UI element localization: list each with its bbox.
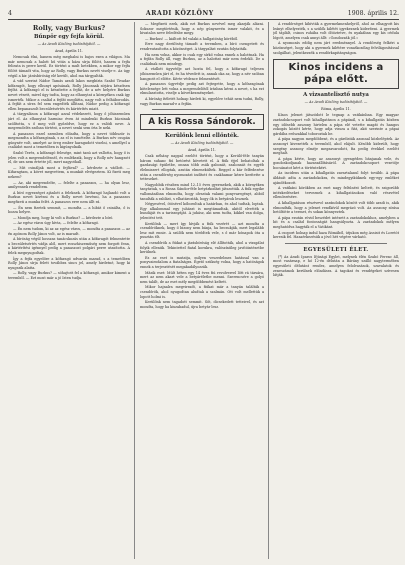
paragraph: Kínos jelenet játszódott le tegnap a vatikánban. Egy magyar zarándokcsoport volt kihallgatáson a pápánál, s a kihallgatás közben egy idősebb asszony hirtelen a pápa elé vetette magát és hangos zokogás között kérte, hogy adja vissza a fiát, akit szerinte a pápai gárdába erőszakkal toboroztak be.	[273, 113, 399, 136]
paragraph: — Az, aki megrendelte, — felelte a panaszos, — ha olyan lesz, amilyennek rendeltem.	[8, 180, 130, 190]
paragraph: A pápa kérte, hogy az asszonyt gyengéden bánjanak vele, és gondoskodjanak hazaszállításáról. A zarándokcsoport vezetője bocsánatot kért a történtekért.	[273, 156, 399, 170]
paragraph: Szabó Teréz, a kőfaragó felesége, mint tanú azt vallotta, hogy ő is jelen volt a megrendelésnél, és emlékszik, hogy a Rolly név hangzott el, de ura nem értette jól, mert nagyothall.	[8, 151, 130, 165]
paragraph: A panaszos ezzel szemben előadta, hogy a nevet többször is megmondta a kőfaragónak, s az el is ismételte. A Burkus név csupán gúnynév volt, amelyet az öreg ember haragudott viselni, s amellyel a családot most a temetőben is kigúnyolnák.	[8, 131, 130, 150]
article-dateline-rossa: Arad, április 11.	[187, 147, 217, 152]
article-body-rossa	[140, 154, 264, 309]
article-body-rolly	[8, 55, 130, 280]
paragraph: — Rolly, vagy Burkus? — sóhajtott fel a kőfaragó, amikor kiment a teremből. — Ezt most már a jó Isten tudja.	[8, 271, 130, 280]
paragraph: — Burkus! — kiáltott fel valaki a hallgatóság köréből.	[145, 36, 239, 41]
section-title-egyesuleti: EGYESÜLETI ÉLET.	[303, 246, 369, 253]
paragraph: Mikor hajnalra megvirradt, a fiúkat már a tanyán találták a csendőrök, ahol nyugodtan aludtak a szalmán. Ott volt mellettük a lopott holmi is.	[140, 285, 264, 299]
article-title-pope-line1: Kinos incidens a	[288, 62, 384, 74]
page-header	[8, 8, 399, 18]
article-title-rolly: Rolly, vagy Burkus?	[32, 24, 106, 32]
column-2	[140, 22, 264, 559]
article-dateline-rolly: Arad, április 11.	[54, 48, 84, 53]
header-rule	[8, 19, 399, 20]
paragraph: Kerülőnk — mert így hívják a fiúk vezérét — azt mondta a csendőröknek, hogy ő bizony nem bánja, ha becsukják, mert legalább lesz mit ennie. A szülők nem törődtek vele, s ő már hónapok óta a pusztán élt.	[140, 221, 264, 240]
paragraph: A pápa nagyon megdöbbent, és a gárdisták azonnal közbeléptek. Az asszonyt kivezették a teremből, ahol elájult. Később kiderült, hogy szegény asszony elméje megzavarodott, fia pedig évekkel ezelőtt meghalt.	[273, 137, 399, 156]
article-dateline-pope: Róma, április 11.	[321, 106, 351, 111]
page-number: 4	[8, 9, 12, 17]
paragraph: — Az egész város úgy hívta, — felelte a kőfaragó.	[13, 221, 99, 226]
paper-name: ARADI KÖZLÖNY	[145, 9, 214, 17]
paragraph: A vádlott ügyvédje azt hozta fel, hogy a kőfaragó teljesen jóhiszeműen járt el, és ha tévedett is, annak oka az, hogy a név szóban hangzott el előtte. Kérte védence felmentését.	[140, 67, 264, 81]
paragraph: A vád szerint Nádor Tamás aradi lakos megbízta Szabó Tivadar kőfaragót, hogy elhunyt apósának, Rolly Jánosnak sírjára készítsen fejfát. A kőfaragó el is készítette a fejfát, de a név helyére Burkus nevet vésett, mivel úgy tudta, hogy az elhunytat a környéken csak így ismerték. Mikor a család a fejfát meglátta, nagy volt a felháborodás. A fejfát a sírra fel sem engedték állítani, Nádor pedig a kőfaragó ellen bepanaszolt becsületsértés és kártérítés miatt.	[8, 79, 130, 111]
section-body-egyesuleti	[273, 255, 399, 278]
column-divider-2	[268, 22, 269, 559]
paragraph: Négyesével, ötösével kóboroltak a határban, és ahol tudtak, loptak. Egy alkalommal egy juhászt is megtámadtak, akitől elvették a bundáját és a tarisznyáját. A juhász, aki nem tudta, kikkel van dolga, jelentést tett.	[140, 202, 264, 220]
article-continuation	[273, 22, 399, 55]
column-divider-1	[134, 22, 135, 559]
headline-box-rossa	[140, 114, 264, 130]
paragraph: Ha nem volna, akkor is csak egy sírkő volna ennek a halottnak. Ha a fejfán Rolly áll, vagy Burkus, az a halottat már nem érdekli. De a családnak nem mindegy.	[140, 52, 264, 66]
paragraph: A nyomozás eddig nem járt eredménnyel. A rendőrség felkéri a közönséget, hogy aki a gyermek kilétére vonatkozólag felvilágosítással szolgálhat, jelentkezzék a rendőrkapitányságon.	[273, 41, 399, 55]
paragraph: A vatikáni körökben az eset nagy feltűnést keltett, és szigorúbb intézkedéseket terveznek a kihallgatásokon való részvétel ellenőrzésére.	[273, 186, 399, 200]
paragraph: A bíró egyezséget ajánlott a feleknek. A kőfaragó hajlandó volt a Burkus nevet kivésni és a Rolly nevet bevésni, ha a panaszos megfizeti a munka felét. A panaszos erre nem állt rá.	[8, 190, 130, 204]
section-divider	[152, 109, 252, 110]
paragraph: A bíróság ítéletét holnap hirdeti ki, egyelőre tehát nem tudni, Rolly, vagy Burkus marad-e a fejfán.	[140, 96, 264, 106]
paragraph: A tárgyaláson a kőfaragó azzal védekezett, hogy ő jóhiszeműen járt el. Az elhunytat harminc éven át mindenki Burkus bácsinak szólította, s ő meg volt győződve, hogy ez a valódi neve. A megrendelés szóban történt, a nevet senki sem írta le neki.	[8, 112, 130, 131]
paragraph: Kerülőnk nem tagadott semmit. Sőt, dicsekedett tetteivel, és azt mondta, hogy ha kiszabadul, újra betyár lesz.	[140, 300, 264, 309]
article-title-pope-line2: pápa előtt.	[304, 74, 368, 86]
article-subtitle-rolly: Bűnpör egy fejfa körül.	[33, 34, 105, 40]
paragraph: Másik eset: Múlt héten egy 14 éves fiú revolverrel lőtt rá társára, mert az nem akart vele a betyáréletbe menni. Szerencsére a golyó nem talált, de az eset mély megdöbbenést keltett.	[140, 270, 264, 284]
article-body-pope	[273, 113, 399, 239]
paragraph: A kihallgatáson résztvevő zarándokok között volt több aradi is, akik elmondták, hogy a jelenet rendkívül megrázó volt. Az asszony sírása betöltötte a termet, és sokan könnyeztek.	[273, 201, 399, 215]
section-divider	[285, 243, 387, 244]
paragraph: Erre nagy derültség támadt a teremben, a bíró csengetett és rendreutasította a közönséget. A tárgyalást ezután folytatták.	[140, 42, 264, 51]
paragraph: Nagyobbik részben mind 12–15 éves gyermekek, akik a környéken tanyáztak, s a Rossa Sándor-féle betyárkodást játszották. A fiúk egyike vallomásában elmondta, hogy olvastak valami ponyvaregényt, abból tanulták a rablást, s elhatározták, hogy ők is betyárok lesznek.	[140, 182, 264, 201]
paragraph: Ez az eset is mutatja, milyen veszedelmes hatással van a ponyvairodalom a fiatalságra. Égető szükség volna, hogy a hatóságok ennek a terjesztését megakadályozzák.	[140, 255, 264, 269]
paragraph: — Én nem fizetek semmit, — mondta — a hibát ő csinálta, ő is hozza helyre.	[8, 205, 130, 215]
paragraph: A csoport holnap indul haza Rómából, útjukon még Assisit és Loretót keresik fel. Hazaérkezésük a jövő hét végére várható.	[273, 230, 399, 240]
paragraph: A panaszos ügyvédje pedig azt fejtegette, hogy a kőfaragónak kötelessége lett volna a megrendelőtől írásban kérni a nevet, s ha ezt elmulasztotta, viselje a következményeket.	[140, 82, 264, 96]
column-1	[8, 22, 130, 559]
paragraph: Az incidens után a kihallgatás zavartalanul folyt tovább. A pápa áldását adta a zarándokokra, és mindegyiküknek egy-egy emléket ajándékozott.	[273, 171, 399, 185]
article-title-rossa: A kis Rossa Sándorok.	[148, 117, 256, 128]
issue-date: 1908. április 12.	[347, 9, 399, 17]
headline-box-pope	[273, 59, 399, 89]
paragraph: A pápa ezután rövid beszédet intézett a zarándokokhoz, amelyben a hit és a család fontosságát hangsúlyozta. A zarándokok mélyen meghatódva hagyták el a Vatikánt.	[273, 215, 399, 229]
article-subtitle-rossa: Kerülőnk lenni ellőnték.	[165, 133, 239, 140]
paragraph: — Megfizeti ezek, akik ezt Burkus nevével meg akarják alázni. Sokszor megtörténik, hogy a nép gúnynevén ismer valakit, és a hivatalos neve feledésbe megy.	[140, 22, 264, 36]
paragraph: Csak néhány nappal ezelőtt történt, hogy a Kerülő-féle tanyán három suhanc fiú betörést követett el. A fiúk éjjel behatoltak a gazdasági épületbe, onnan több zsák gabonát, szalonnát és egyéb élelmiszert elloptak, azután elmenekültek. Reggel a kár felfedezése után a csendőrség nyomozást indított és csakhamar kézre kerítette a tetteseket.	[140, 154, 264, 182]
paragraph: Nemcsak élni, hanem még meghalni is bajos ezen a világon. Ma már nemcsak a halott hű vitás a háza sírja fölött, hanem a fejfa felirata is perre kerül. Ez történt a mult hetekben, a mikor egy fejfa fölött támadt vita, hogy az Rolly, vagy Burkus nevét viselje-e. Az ügy végül a kir. járásbíróság elé került, ahol ma tárgyalták.	[8, 55, 130, 78]
paragraph: (*) Az Aradi Iparos Ifjúsági Egylet, melynek élén Szabó Ferenc áll, most vasárnap, e hó 12-én délután a Bárány szálló nagytermében egyesületi délutánt rendez, amelyen felolvasások, szavalatok és zeneszámok kerülnek előadásra. A tagokat és vendégeket szívesen látják.	[273, 254, 399, 278]
paragraph: A rendőrséget kihívták a gyermekmenhelyről, ahol az elhagyott kis leányt elhelyezték, s a szülők kilétét igyekeznek kideríteni. A gyermek jól táplált, csinos ruhába volt öltöztetve, és nyakában egy kis cédula lógott, amelyen csak annyi állt: »Gondozzák jól.«	[273, 22, 399, 40]
paragraph: — Mondja meg, hogy ki volt a Burkus? — kérdezte a bíró.	[13, 215, 114, 220]
paragraph: — Mit csináljak most a fejfával? — kérdezte a vádlott. — Kifaragtam, a követ megvettem, a munkát elvégeztem. Ki fizeti meg nekem?	[8, 165, 130, 180]
column-3	[273, 22, 399, 559]
paragraph: A bíróság végül hosszas tanácskozás után a kőfaragót felmentette a becsületsértés vádja alól, mert rosszhiszeműség nem forgott fenn, a kártérítési igénnyel pedig a panaszost polgári perre utasította. A felek megnyugodtak.	[8, 237, 130, 255]
article-byline-rossa: — Az Aradi Közlöny tudósítójától. —	[170, 141, 234, 146]
paragraph: Így a fejfa egyelőre a kőfaragó udvarán marad, s a temetőben Rolly János sírja felett továbbra sincs jel, amely hirdetné, hogy ki nyugszik alatta.	[8, 256, 130, 270]
paragraph: — Én nem tudom, ki az az egész város, — mondta a panaszos — az én apósom Rolly János volt, az is maradt.	[8, 226, 130, 236]
article-byline-pope: — Az Aradi Közlöny tudósítójától. —	[304, 100, 368, 105]
article-subtitle-pope: A vizsantelisztő nutya	[303, 92, 369, 99]
article-continuation	[140, 22, 264, 106]
paragraph: A csendőrök a fiúkat a járásbíróság elé állították, ahol a vizsgálat folyik ellenük. Tekintettel fiatal korukra, valószínűleg javítóintézetbe kerülnek.	[140, 240, 264, 255]
article-byline-rolly: — Az Aradi Közlöny tudósítójától. —	[37, 42, 101, 46]
